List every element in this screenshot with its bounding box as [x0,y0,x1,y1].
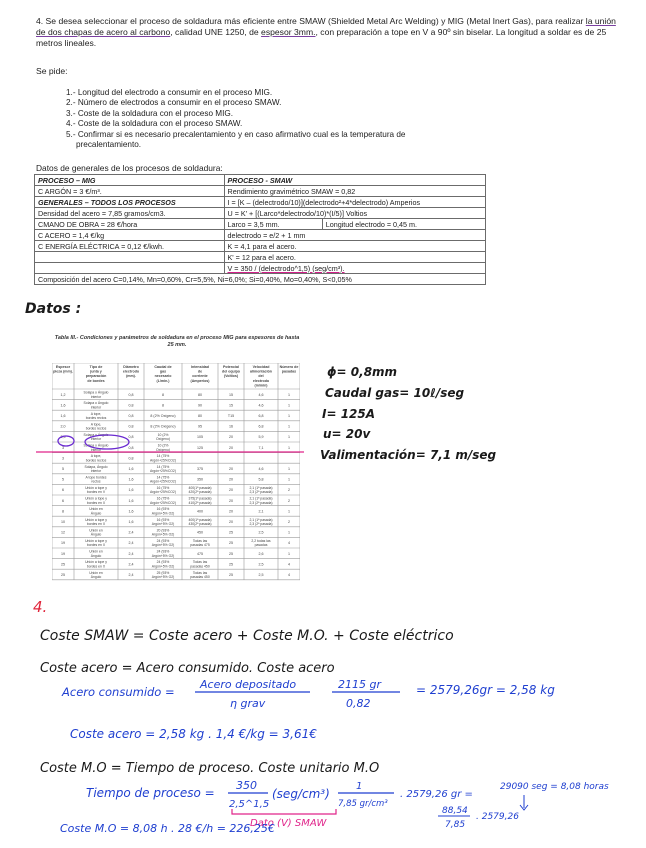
table-cell: 1 [288,424,290,429]
table-cell: Unión en [89,570,103,575]
table-cell: 20 [229,445,233,450]
table-cell: 0,8 [128,392,134,397]
table-cell: 7,1 [258,445,264,450]
table-cell: pasadas 450 [190,575,210,579]
table-cell: 1,6 [128,467,134,471]
table-cell: 1,6 [128,477,134,482]
acero-consumido-label: Acero consumido = [62,685,175,699]
table-header: (Voltios) [223,374,239,379]
table-cell: Argón+25%CO2) [150,490,176,495]
table-cell: 20 [229,467,233,471]
question-item: 1.- Longitud del electrodo a consumir en el proceso MIG. [66,88,273,97]
table-cell: 25 [229,573,233,577]
table-cell: 400(1ª pasada) [188,486,212,490]
frac3-den: 2,5^1,5 [229,799,270,810]
table-header: (L/min.) [156,378,170,383]
table-header: Caudal de [154,365,172,369]
table-cell: Solapa o Ángulo [83,401,109,406]
table-cell: interior [90,405,102,410]
table-cell: 20 [229,520,233,524]
table-header: Tipo de [89,365,103,369]
table-cell: Densidad del acero = 7,85 gramos/cm3. [35,208,225,219]
table-cell: 25 (93% [156,570,170,575]
table-cell: 0,8 [128,424,134,429]
table-cell: 2,1 (1ª pasada) [249,496,273,501]
solution-line1: Coste SMAW = Coste acero + Coste M.O. + Coste eléctrico [40,628,454,644]
table-cell: 25 [229,530,233,535]
problem-underlined-joint: la unión de dos chapas de acero al carbono [36,16,616,38]
table-cell: Argón+25%CO2) [150,479,176,484]
table-cell: 2,4 [128,530,134,535]
table-cell: interior [90,437,102,442]
table-cell: 20 [229,498,233,503]
side-calc-mult: . 2579,26 [476,812,519,822]
question-item: precalentamiento. [76,140,142,150]
frac2-den: 0,82 [346,697,371,710]
table-cell: 400 [197,509,203,514]
table-cell: interior [90,394,102,399]
table-cell: 1 [288,403,290,408]
mig-table-title: Tabla III.- Condiciones y parámetros de soldadura en el proceso MIG para espesores de hasta 25 mm. [54,335,300,348]
table-header: de bordes [87,378,105,383]
table-cell: 1 [288,530,290,535]
side-calc-num: 88,54 [442,806,468,816]
table-cell: 24 (93% [156,560,170,565]
table-header: del equipo [222,369,240,374]
table-header: Velocidad [252,365,270,369]
table-header: Número de [279,365,299,369]
table-cell: 4 [288,573,290,577]
table-cell: 2,6 [258,551,264,556]
table-cell: bordes rectos [85,416,107,420]
solution-number: 4. [33,598,48,616]
table-cell: 0,8 [128,445,134,450]
table-cell: C ENERGÍA ELÉCTRICA = 0,12 €/kwh. [35,241,225,252]
table-cell: interior [90,447,102,452]
table-cell: 2 [288,488,290,493]
coste-mo: Coste M.O = 8,08 h . 28 €/h = 226,25€ [60,822,275,835]
table-header: alimentación [250,369,272,374]
circle-mark-thickness [58,436,74,446]
table-cell: PROCESO – MIG [35,175,225,186]
table-cell: Unión a tope y [85,517,107,522]
table-cell: 25 [61,573,65,577]
table-cell: 350 [197,477,203,482]
table-cell: T15 [227,414,235,418]
table-cell: 450 [197,530,203,535]
table-cell: Argón+25%CO2) [150,469,176,473]
table-cell: 0,8 [128,403,134,408]
table-cell: 25 [229,551,233,556]
problem-text: 4. Se desea seleccionar el proceso de soldadura más eficiente entre SMAW (Shielded Metal Arc Welding) y MIG (Metal Inert Gas), para realizar [36,16,586,26]
table-cell: 0,8 [128,456,134,461]
table-cell: 19 [61,541,65,546]
table-cell: bordes en X [86,564,106,569]
table-cell: 20 [229,435,233,440]
table-cell: 16 (75% [156,486,170,490]
table-cell: 2,4 [128,562,134,567]
table-cell: 95 [198,424,202,429]
table-cell: Todas las [192,539,208,543]
table-cell: 3 [62,445,64,450]
se-pide-label: Se pide: [36,66,68,76]
table-cell: 1,6 [60,403,66,408]
table-cell: 8 [62,509,64,514]
table-cell: 12 [61,530,65,535]
question-item: 5.- Confirmar si es necesario precalentamiento y en caso afirmativo cual es la temperatura de [66,129,406,139]
table-cell: Solapa o Ángulo [83,443,109,448]
table-cell: bordes en X [86,543,106,548]
table-cell: 5,8 [258,477,264,482]
table-cell-highlighted: V = 350 / (delectrodo^1,5) (seg/cm³). [224,263,485,274]
table-cell: 1 [288,435,290,440]
table-cell: 10 [61,520,65,524]
table-cell: 2 [288,498,290,503]
table-header: electrodo [122,369,140,374]
table-cell: 2,1 [258,509,264,514]
table-header: junta y [90,369,102,374]
table-cell: 1,6 [128,509,134,514]
table-cell: 8 [162,392,164,397]
question-item: 3.- Coste de la soldadura con el proceso MIG. [66,108,234,118]
table-cell: 1,2 [60,392,66,397]
table-cell: Argón+5% O2) [151,532,175,537]
table-cell: Rendimiento gravimétrico SMAW = 0,82 [224,186,485,197]
table-cell: 375(1ª pasada) [188,496,212,501]
table-cell: 24 (93% [156,549,170,554]
table-cell: Ángulo [90,553,102,558]
table-cell: 2,3 (2ª pasada) [249,522,273,526]
table-cell: Todas las [192,570,208,575]
table-cell: 19 [61,551,65,556]
table-cell: 2,3 (2ª pasada) [249,500,273,505]
table-header: (Amperios) [190,378,210,383]
table-cell: K' = 12 para el acero. [224,252,485,263]
table-header: preparación [85,374,107,379]
table-cell: A tope, [90,411,102,416]
table-cell: 1 [288,467,290,471]
note-intensity: I= 125A [322,407,376,421]
table-header: Espesor [55,365,71,369]
table-cell: Unión a tope y [85,560,107,565]
table-cell: 4,6 [258,467,264,471]
table-cell: Solapa o Ángulo [83,433,109,437]
table-cell: 8 (2% Oxígeno) [150,414,176,418]
table-header: pieza (mm). [53,369,73,374]
table-cell: Unión a tope y [85,496,107,501]
table-cell: 2,5 [60,435,66,440]
table-header: gas [159,369,167,374]
table-cell: 1,6 [128,520,134,524]
table-cell: 16 (75% [156,496,170,501]
table-cell: GENERALES – TODOS LOS PROCESOS [35,197,225,208]
table-cell: 5,9 [258,435,264,440]
table-cell: rectos [91,479,101,484]
table-header: Potencial [223,365,239,369]
tiempo-label: Tiempo de proceso = [86,786,215,800]
table-cell: 1 [288,392,290,397]
question-item: 2.- Número de electrodos a consumir en el proceso SMAW. [66,98,282,108]
frac3-num: 350 [236,779,257,792]
table-header: corriente [192,374,208,379]
table-cell: A tope bordes [85,475,107,480]
table-cell: A tope, [90,454,102,459]
table-cell: 1 [288,477,290,482]
table-cell: Argón+5% O2) [151,522,175,526]
table-cell: Unión a tope y [85,486,107,490]
table-cell: Unión en [89,528,103,533]
table-cell: Ángulo [90,575,102,579]
table-cell: 5 [62,477,64,482]
frac4-num: 1 [356,781,363,792]
table-cell: bordes rectos [85,458,107,463]
table-cell: 20 [229,477,233,482]
table-header: Diámetro [123,365,139,369]
table-cell: 8 (2% Oxígeno) [150,424,176,429]
table-cell: 14 (75% [156,464,170,469]
table-cell: 6,8 [258,414,264,418]
table-cell: Argón+5% O2) [151,543,175,548]
table-header: pasadas [281,369,297,374]
table-cell: 0,8 [128,414,134,418]
problem-text-quality: , calidad UNE 1250, de [170,27,262,38]
table-cell: 80 [198,414,202,418]
table-cell: Todas las [192,560,208,565]
general-data-title: Datos de generales de los procesos de soldadura: [36,163,223,173]
table-cell: 10 (2% [157,433,169,437]
table-cell: 1 [288,551,290,556]
table-cell: Ángulo [90,532,102,537]
table-cell: interior [90,469,102,473]
table-cell: 6 [62,498,64,503]
table-cell: 4 [288,562,290,567]
table-cell: Ángulo [90,511,102,516]
table-cell: 400(1ª pasada) [188,517,212,522]
datos-heading: Datos : [25,301,82,317]
table-cell: 1 [288,509,290,514]
table-cell: 2,2 todas las [251,539,271,543]
table-cell: 6,8 [258,424,264,429]
table-cell: Unión a tope y [85,539,107,543]
table-cell: bordes en X [86,500,106,505]
units: (seg/cm³) [272,787,330,801]
table-cell: 14 (75% [156,475,170,480]
table-cell: Argón+5% O2) [151,553,175,558]
table-cell: 25 [229,562,233,567]
table-cell: 2,4 [128,551,134,556]
table-cell: pasadas 450 [190,564,210,569]
table-cell: 2,0 [60,424,66,429]
table-cell: 1,6 [60,414,66,418]
frac1-num: Acero depositado [200,678,297,691]
problem-underlined-thickness: espesor 3mm. [261,27,316,38]
table-cell: 10 (2% [157,443,169,448]
table-cell: 2,5 [258,562,264,567]
coste-acero: Coste acero = 2,58 kg . 1,4 €/kg = 3,61€ [70,727,317,741]
table-cell: 90 [198,403,202,408]
note-phi: ϕ= 0,8mm [327,365,398,379]
table-cell: 2,4 [128,541,134,546]
table-cell: 25 [61,562,65,567]
table-cell: 3 [62,456,64,461]
table-cell: Oxígeno) [156,437,170,442]
circle-mark-joint [85,435,129,449]
table-cell: 375 [197,467,203,471]
note-valim: Valimentación= 7,1 m/seg [320,448,497,462]
table-cell: 4 [288,541,290,546]
table-cell: 1,6 [128,498,134,503]
table-cell: 16 (93% [156,507,170,512]
table-cell: 4,6 [258,392,264,397]
table-header: electrodo [252,378,270,383]
table-cell: C ARGÓN = 3 €/m³. [35,186,225,197]
table-cell: Unión en [89,507,103,512]
table-cell: pasadas [254,543,268,548]
problem-text-end: , con preparación a tope en V a 90º sin biselar. La longitud a soldar es de 25 metros lineales. [36,27,607,49]
table-header: del [258,374,264,379]
table-cell: 475 [197,551,203,556]
table-cell: 20 (93% [156,528,170,533]
table-header: Intensidad [191,365,209,369]
tiempo-mult: . 2579,26 gr = [400,789,473,800]
table-cell: U = K' + [(Larco*delectrodo/10)*(I/5)] Voltios [224,208,485,219]
note-caudal: Caudal gas= 10ℓ/seg [325,386,465,400]
table-cell: 2,5 [258,573,264,577]
solution-line2: Coste acero = Acero consumido. Coste acero [40,661,335,676]
table-cell-composition: Composición del acero C=0,14%, Mn=0,60%, Cr=5,5%, Ni=6,0%; Si=0,40%, Mo=0,40%, S<0,05% [35,274,486,285]
table-cell: bordes en X [86,522,106,526]
acero-result: = 2579,26gr = 2,58 kg [416,683,555,697]
table-cell: pasadas 475 [190,543,210,548]
table-cell: Longitud electrodo = 0,45 m. [322,219,485,230]
table-cell: 410(2ª pasada) [188,500,212,505]
table-cell: 20 [229,509,233,514]
table-cell: 1 [288,445,290,450]
table-cell: 14 (75% [156,454,170,459]
table-cell: I = [K – (delectrodo/10)](delectrodo²+4*delectrodo) Amperios [224,197,485,208]
table-cell: 105 [197,435,203,440]
table-cell: Solapa o Ángulo [83,390,109,395]
table-cell: 0,8 [128,435,134,440]
table-cell: 125 [197,445,203,450]
table-cell: 2,5 [258,530,264,535]
table-cell: 1 [288,414,290,418]
table-cell: Argón+25%CO2) [150,500,176,505]
table-cell: Argón+5% O2) [151,564,175,569]
table-cell: 8 [162,403,164,408]
side-calc-den: 7,85 [445,820,466,830]
table-cell: delectrodo = e/2 + 1 mm [224,230,485,241]
table-cell: 16 (93% [156,517,170,522]
table-cell: CMANO DE OBRA = 28 €/hora [35,219,225,230]
table-cell: Argón+25%CO2) [150,458,176,463]
table-header: de [197,369,203,374]
table-cell: K = 4,1 para el acero. [224,241,485,252]
frac2-num: 2115 gr [338,678,381,691]
table-header: (m/min) [254,383,268,388]
table-cell: bordes en V [86,490,106,495]
table-cell: 15 [229,403,233,408]
table-cell: 2,3 (2ª pasada) [249,490,273,495]
table-cell: PROCESO - SMAW [224,175,485,186]
table-cell: 5 [62,467,64,471]
table-cell: Argón+5% O2) [151,575,175,579]
tiempo-result: 29090 seg = 8,08 horas [500,782,609,792]
table-cell: 420(2ª pasada) [188,490,212,495]
table-cell: Unión en [89,549,103,554]
table-cell: 2,1 (1ª pasada) [249,517,273,522]
table-cell: 1,6 [128,488,134,493]
table-cell: Argón+5% O2) [151,511,175,516]
table-cell: bordes rectos [85,426,107,431]
table-header: necesario [154,374,172,379]
table-cell: 16 [229,424,233,429]
frac1-den: η grav [230,697,266,710]
table-cell: 4,6 [258,403,264,408]
table-cell: Solapa, Ángulo [84,464,108,469]
table-cell: 6 [62,488,64,493]
table-cell: 20 [229,488,233,493]
table-cell: Oxígeno) [156,447,170,452]
table-cell: 15 [229,392,233,397]
table-cell: 80 [198,392,202,397]
note-voltage: u= 20v [323,427,371,441]
table-cell: 430(2ª pasada) [188,522,212,526]
dato-label: Dato (V) SMAW [250,818,327,829]
question-item: 4.- Coste de la soldadura con el proceso SMAW. [66,119,243,129]
coste-mo-def: Coste M.O = Tiempo de proceso. Coste unitario M.O [40,761,380,776]
table-cell: 2,4 [128,573,134,577]
table-cell: 25 [229,541,233,546]
table-cell: 2,1 (1ª pasada) [249,486,273,490]
table-header: (mm). [126,374,136,379]
frac4-den: 7,85 gr/cm³ [338,799,388,809]
table-cell: Larco = 3,5 mm. [224,219,322,230]
table-cell: 2 [288,520,290,524]
table-cell: 24 (93% [156,539,170,543]
table-cell: C ACERO = 1,4 €/kg [35,230,225,241]
table-cell: A tope, [90,422,102,427]
